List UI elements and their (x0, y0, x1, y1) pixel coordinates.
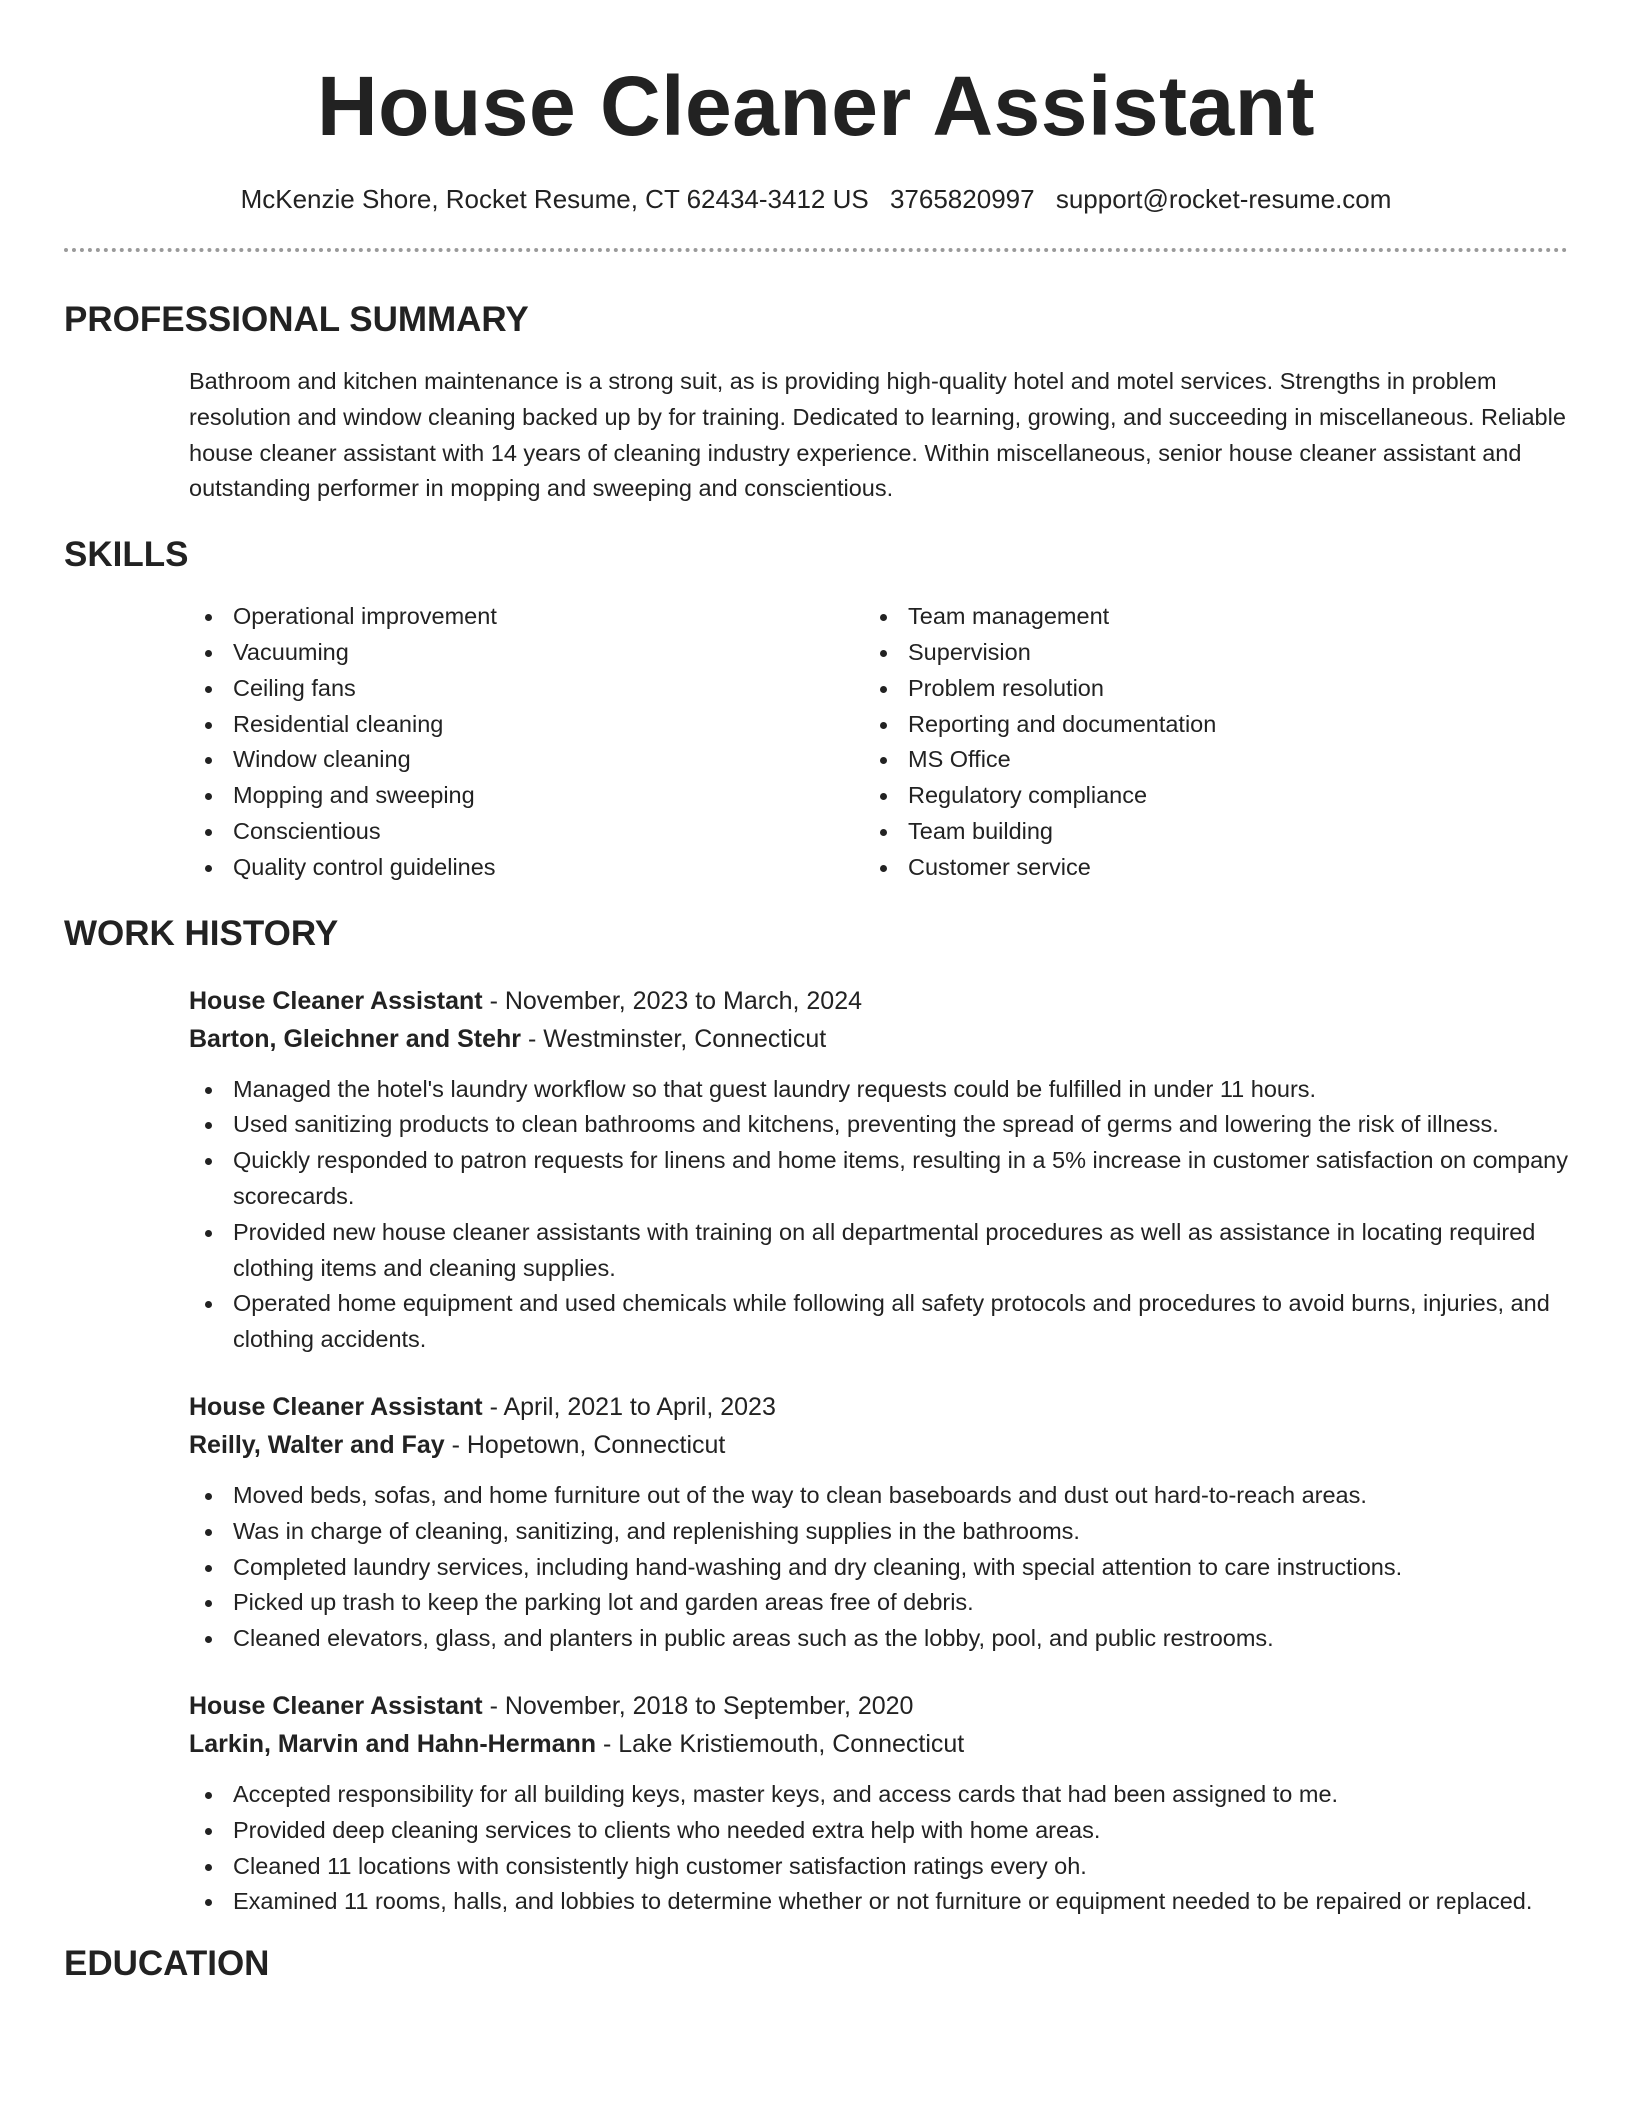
skill-item: Customer service (864, 850, 1539, 886)
job-bullet: Managed the hotel's laundry workflow so that guest laundry requests could be fulfilled in under 11 hours. (189, 1072, 1568, 1108)
job-bullet: Cleaned 11 locations with consistently high customer satisfaction ratings every oh. (189, 1849, 1568, 1885)
contact-email: support@rocket-resume.com (1055, 184, 1392, 214)
resume-name: House Cleaner Assistant (316, 59, 1316, 153)
job-company-line (189, 1725, 1568, 1763)
skill-item: Window cleaning (189, 742, 864, 778)
job-bullet: Quickly responded to patron requests for linens and home items, resulting in a 5% increase in customer satisfaction on company scorecards. (189, 1143, 1568, 1215)
education-heading: EDUCATION (64, 1944, 270, 1984)
job-role: House Cleaner Assistant (189, 986, 483, 1015)
skill-item: Residential cleaning (189, 707, 864, 743)
job-dates: - April, 2021 to April, 2023 (482, 1392, 776, 1421)
contact-phone: 3765820997 (889, 184, 1035, 214)
job-bullets (189, 1072, 1568, 1358)
job-location: - Lake Kristiemouth, Connecticut (596, 1729, 965, 1758)
summary-text: Bathroom and kitchen maintenance is a strong suit, as is providing high-quality hotel and motel services. Strengths in problem resolution and window cleaning backed up by for training. Dedicated to learning, growing, and succeeding in miscellaneous. Reliable house cleaner assistant with 14 years of cleaning industry experience. Within miscellaneous, senior house cleaner assistant and outstanding performer in mopping and sweeping and conscientious. (189, 368, 1566, 502)
work-history-heading: WORK HISTORY (64, 913, 339, 953)
job-company-line (189, 1426, 1568, 1464)
job-role: House Cleaner Assistant (189, 1691, 483, 1720)
job-bullet: Picked up trash to keep the parking lot and garden areas free of debris. (189, 1585, 1568, 1621)
job-dates: - November, 2023 to March, 2024 (482, 986, 862, 1015)
skills-heading: SKILLS (64, 535, 189, 575)
skills-column-left (189, 599, 864, 885)
job-bullets (189, 1777, 1568, 1920)
job-title-line (189, 982, 1568, 1020)
contact-address: McKenzie Shore, Rocket Resume, CT 62434-3412 US (240, 184, 869, 214)
job-company: Reilly, Walter and Fay (189, 1430, 445, 1459)
summary-heading: PROFESSIONAL SUMMARY (64, 300, 529, 339)
skills-column-right (864, 599, 1539, 885)
job-entry (189, 1687, 1568, 1920)
job-bullet: Provided new house cleaner assistants with training on all departmental procedures as well as assistance in locating required clothing items and cleaning supplies. (189, 1215, 1568, 1287)
job-bullet: Cleaned elevators, glass, and planters in public areas such as the lobby, pool, and public restrooms. (189, 1621, 1568, 1657)
job-location: - Hopetown, Connecticut (444, 1430, 726, 1459)
job-bullet: Completed laundry services, including hand-washing and dry cleaning, with special attention to care instructions. (189, 1550, 1568, 1586)
job-title-line (189, 1388, 1568, 1426)
job-role: House Cleaner Assistant (189, 1392, 483, 1421)
job-bullet: Moved beds, sofas, and home furniture out of the way to clean baseboards and dust out hard-to-reach areas. (189, 1478, 1568, 1514)
skill-item: Regulatory compliance (864, 778, 1539, 814)
skill-item: Reporting and documentation (864, 707, 1539, 743)
job-bullet: Accepted responsibility for all building keys, master keys, and access cards that had been assigned to me. (189, 1777, 1568, 1813)
skill-item: Vacuuming (189, 635, 864, 671)
job-company-line (189, 1020, 1568, 1058)
skill-item: Team building (864, 814, 1539, 850)
job-entry (189, 982, 1568, 1358)
skill-item: Quality control guidelines (189, 850, 864, 886)
skill-item: Operational improvement (189, 599, 864, 635)
skills-list (189, 599, 1568, 885)
skill-item: Problem resolution (864, 671, 1539, 707)
skill-item: Conscientious (189, 814, 864, 850)
contact-line (64, 182, 1568, 216)
skill-item: Supervision (864, 635, 1539, 671)
skill-item: MS Office (864, 742, 1539, 778)
job-company: Larkin, Marvin and Hahn-Hermann (189, 1729, 597, 1758)
skill-item: Team management (864, 599, 1539, 635)
job-dates: - November, 2018 to September, 2020 (482, 1691, 914, 1720)
job-bullet: Used sanitizing products to clean bathrooms and kitchens, preventing the spread of germs and lowering the risk of illness. (189, 1107, 1568, 1143)
job-bullet: Provided deep cleaning services to clients who needed extra help with home areas. (189, 1813, 1568, 1849)
job-location: - Westminster, Connecticut (521, 1024, 827, 1053)
skill-item: Ceiling fans (189, 671, 864, 707)
job-bullet: Was in charge of cleaning, sanitizing, and replenishing supplies in the bathrooms. (189, 1514, 1568, 1550)
job-bullets (189, 1478, 1568, 1657)
header-divider (64, 248, 1568, 252)
skill-item: Mopping and sweeping (189, 778, 864, 814)
job-company: Barton, Gleichner and Stehr (189, 1024, 522, 1053)
job-bullet: Examined 11 rooms, halls, and lobbies to determine whether or not furniture or equipment needed to be repaired or replaced. (189, 1884, 1568, 1920)
job-entry (189, 1388, 1568, 1657)
job-title-line (189, 1687, 1568, 1725)
job-bullet: Operated home equipment and used chemicals while following all safety protocols and procedures to avoid burns, injuries, and clothing accidents. (189, 1286, 1568, 1358)
